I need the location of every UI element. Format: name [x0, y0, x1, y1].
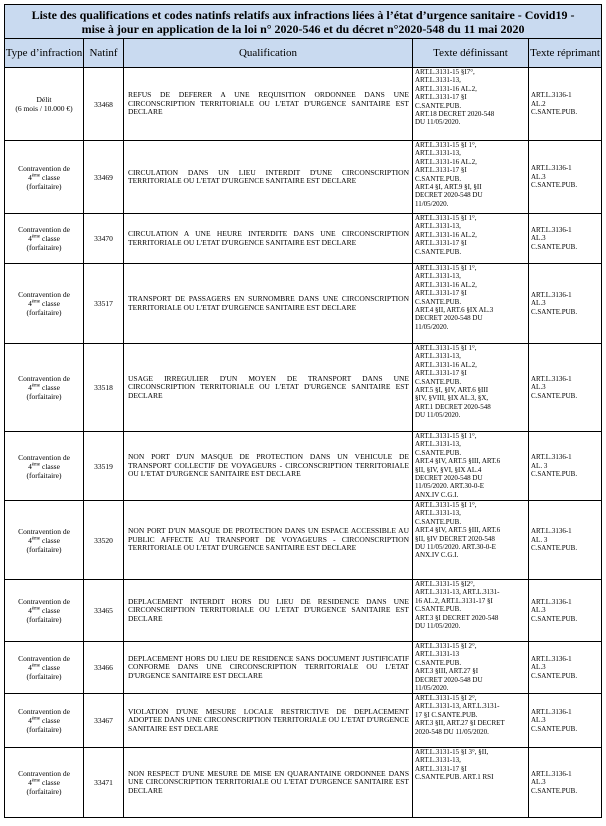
texte-definissant-line: DU 11/05/2020. [415, 411, 461, 420]
texte-reprimant-cell [529, 580, 602, 642]
texte-definissant-line: ART.L.3131-13, [415, 272, 461, 281]
texte-definissant-line: ART.L.3131-15 §I2°, [415, 580, 475, 588]
infraction-type-cell [5, 214, 84, 264]
texte-reprimant-line: C.SANTE.PUB. [531, 391, 578, 400]
texte-definissant-line: ART.L.3131-16 AL.2, [415, 360, 477, 369]
texte-reprimant-line: ART.L.3136-1 [531, 654, 572, 663]
title-line-1: Liste des qualifications et codes natinfs relatifs aux infractions liées à l’état d’urgence sanitaire - Covid19 - [31, 7, 575, 22]
table-row [5, 141, 602, 214]
texte-definissant-line: ART.4 §IV, ART.5 §III, ART.6 [415, 457, 501, 466]
texte-definissant-line: ART.L.3131-15 §I 3°, §II, [415, 748, 489, 756]
texte-reprimant-cell [529, 694, 602, 748]
texte-definissant-line: ART.L.3131-15 §I 1°, [415, 344, 477, 352]
texte-definissant-line: ART.3 §II, ART.27 §I DECRET [415, 719, 505, 728]
texte-reprimant-line: AL.3 [531, 234, 546, 243]
header-row [5, 39, 602, 68]
document-page [4, 4, 601, 822]
infraction-type-line: (forfaitaire) [26, 392, 62, 401]
header-natinf: Natinf [84, 39, 124, 68]
infraction-type-line: 4ème classe [28, 172, 60, 182]
texte-definissant-line: ART.L.3131-15 §I 1°, [415, 501, 477, 509]
title-line-2: mise à jour en application de la loi n° 2020-546 et du décret n°2020-548 du 11 mai 2020 [81, 21, 525, 36]
texte-definissant-line: ART.3 §III, ART.27 §I [415, 667, 479, 676]
texte-definissant-line: C.SANTE.PUB. [415, 101, 462, 110]
qualification-cell: VIOLATION D'UNE MESURE LOCALE RESTRICTIVE DE DEPLACEMENT ADOPTEE DANS UNE CIRCONSCRIPTION TERRITORIALE OU L'ETAT D'URGENCE SANITAIRE EST DECLARE [124, 694, 413, 748]
texte-reprimant-cell [529, 68, 602, 141]
qualification-cell: USAGE IRREGULIER D'UN MOYEN DE TRANSPORT DANS UNE CIRCONSCRIPTION TERRITORIALE OU L'ETAT D'URGENCE SANITAIRE EST DECLARE [124, 344, 413, 432]
header-texte-reprimant: Texte réprimant [529, 39, 602, 68]
texte-definissant-line: DECRET 2020-548 DU [415, 314, 483, 323]
texte-definissant-line: 17 §I C.SANTE.PUB. [415, 710, 478, 719]
qualification-cell: CIRCULATION A UNE HEURE INTERDITE DANS UNE CIRCONSCRIPTION TERRITORIALE OU L'ETAT D'URGENCE SANITAIRE EST DECLARE [124, 214, 413, 264]
infraction-type-cell [5, 344, 84, 432]
texte-definissant-cell [413, 501, 529, 580]
texte-definissant-line: ART.L.3131-17 §I [415, 289, 467, 298]
texte-definissant-line: ART.L.3131-13, [415, 352, 461, 361]
infraction-type-cell [5, 68, 84, 141]
texte-definissant-line: ART.18 DECRET 2020-548 [415, 110, 495, 119]
infraction-type-line: Contravention de [18, 374, 70, 383]
texte-definissant-line: ART.L.3131-13 [415, 650, 460, 659]
texte-definissant-line: ART.1 DECRET 2020-548 [415, 402, 491, 411]
texte-definissant-line: ART.L.3131-15 §I7°, [415, 68, 475, 76]
texte-definissant-line: ART.L.3131-17 §I [415, 93, 467, 102]
texte-definissant-line: ART.4 §II, ART.6 §IX AL.3 [415, 306, 494, 315]
infraction-type-line: Contravention de [18, 163, 70, 173]
texte-reprimant-line: ART.L.3136-1 [531, 225, 572, 234]
texte-reprimant-line: AL. 3 [531, 461, 548, 470]
infraction-type-line: 4ème classe [28, 461, 60, 471]
texte-reprimant-line: C.SANTE.PUB. [531, 544, 578, 553]
texte-definissant-line: ART.L.3131-13, [415, 149, 461, 158]
texte-definissant-line: ART.L.3131-16 AL.2, [415, 157, 477, 166]
texte-reprimant-line: ART.L.3136-1 [531, 374, 572, 383]
texte-definissant-line: 11/05/2020. [415, 684, 449, 693]
texte-definissant-line: ART.4 §IV, ART.5 §III, ART.6 [415, 526, 501, 535]
table-row [5, 694, 602, 748]
natinf-cell: 33465 [84, 580, 124, 642]
table-title [5, 5, 602, 39]
infraction-type-line: (forfaitaire) [26, 308, 62, 317]
texte-definissant-line: ART.L.3131-15 §I 1°, [415, 432, 477, 440]
infraction-type-line: 4ème classe [28, 663, 60, 672]
infraction-type-cell [5, 501, 84, 580]
infraction-type-line: (forfaitaire) [26, 725, 62, 734]
texte-definissant-line: DECRET 2020-548 DU [415, 474, 483, 483]
texte-reprimant-cell [529, 748, 602, 818]
infraction-type-cell [5, 748, 84, 818]
table-row [5, 264, 602, 344]
natinf-cell: 33518 [84, 344, 124, 432]
texte-definissant-line: C.SANTE.PUB. [415, 448, 462, 457]
texte-definissant-line: DECRET 2020-548 DU [415, 675, 483, 684]
infraction-type-line: 4ème classe [28, 716, 60, 725]
infraction-type-cell [5, 580, 84, 642]
texte-definissant-line: 16 AL.2, ART.L.3131-17 §I [415, 596, 493, 605]
texte-reprimant-line: C.SANTE.PUB. [531, 242, 578, 251]
infraction-type-line: Contravention de [18, 290, 70, 299]
infraction-type-line: Contravention de [18, 225, 70, 234]
texte-reprimant-line: C.SANTE.PUB. [531, 470, 578, 479]
header-texte-definissant: Texte définissant [413, 39, 529, 68]
texte-reprimant-line: C.SANTE.PUB. [531, 614, 578, 623]
texte-definissant-cell [413, 580, 529, 642]
texte-reprimant-line: ART.L.3136-1 [531, 597, 572, 606]
natinf-cell: 33517 [84, 264, 124, 344]
texte-definissant-line: ART.L.3131-13, [415, 756, 461, 765]
texte-definissant-cell [413, 432, 529, 501]
texte-definissant-line: ART.L.3131-13, [415, 76, 461, 85]
texte-reprimant-line: C.SANTE.PUB. [531, 181, 578, 190]
table-row [5, 501, 602, 580]
table-row [5, 344, 602, 432]
texte-definissant-cell [413, 68, 529, 141]
texte-definissant-line: C.SANTE.PUB. ART.1 RSI [415, 773, 494, 782]
infraction-type-line: (forfaitaire) [26, 544, 62, 554]
texte-definissant-line: DU 11/05/2020. [415, 118, 461, 127]
texte-definissant-line: ART.L.3131-17 §I [415, 239, 467, 248]
texte-definissant-line: ART.L.3131-13, ART.L.3131- [415, 702, 500, 711]
texte-definissant-cell [413, 264, 529, 344]
texte-reprimant-line: C.SANTE.PUB. [531, 724, 578, 733]
texte-reprimant-cell [529, 432, 602, 501]
texte-definissant-line: ART.L.3131-15 §I 1°, [415, 264, 477, 272]
texte-definissant-cell [413, 748, 529, 818]
texte-definissant-line: C.SANTE.PUB. [415, 247, 462, 256]
infraction-type-line: 4ème classe [28, 606, 60, 615]
texte-definissant-line: ART.4 §I, ART.9 §I, §II [415, 183, 482, 192]
texte-reprimant-line: AL.2 [531, 99, 546, 108]
texte-definissant-line: ART.L.3131-17 §I [415, 166, 467, 175]
infraction-type-line: Contravention de [18, 597, 70, 606]
texte-reprimant-line: C.SANTE.PUB. [531, 108, 578, 117]
texte-definissant-cell [413, 694, 529, 748]
qualification-cell: DEPLACEMENT HORS DU LIEU DE RESIDENCE SANS DOCUMENT JUSTIFICATIF CONFORME DANS UNE CIRCONSCRIPTION TERRITORIALE OU L'ETAT D'URGENCE SANITAIRE EST DECLARE [124, 642, 413, 694]
texte-reprimant-line: AL.3 [531, 383, 546, 392]
texte-definissant-line: C.SANTE.PUB. [415, 517, 462, 526]
texte-definissant-line: ART.L.3131-13, [415, 222, 461, 231]
infraction-type-line: Délit [36, 95, 52, 104]
infraction-type-line: 4ème classe [28, 299, 60, 308]
infraction-type-line: Contravention de [18, 769, 70, 778]
infraction-type-line: Contravention de [18, 452, 70, 462]
texte-definissant-line: ART.L.3131-15 §I 2°, [415, 694, 477, 702]
table-row [5, 748, 602, 818]
qualification-cell: REFUS DE DEFERER A UNE REQUISITION ORDONNEE DANS UNE CIRCONSCRIPTION TERRITORIALE OU L'ETAT D'URGENCE SANITAIRE EST DECLARE [124, 68, 413, 141]
texte-definissant-line: C.SANTE.PUB. [415, 658, 462, 667]
texte-definissant-line: ART.L.3131-15 §I 2°, [415, 642, 477, 650]
texte-reprimant-line: ART.L.3136-1 [531, 290, 572, 299]
infraction-type-line: Contravention de [18, 654, 70, 663]
header-type: Type d’infraction [5, 39, 84, 68]
natinf-cell: 33467 [84, 694, 124, 748]
infraction-type-cell [5, 642, 84, 694]
natinf-cell: 33520 [84, 501, 124, 580]
texte-reprimant-cell [529, 642, 602, 694]
natinf-cell: 33471 [84, 748, 124, 818]
texte-definissant-line: §II, §IV DECRET 2020-548 [415, 534, 495, 543]
texte-definissant-line: C.SANTE.PUB. [415, 297, 462, 306]
table-body [5, 68, 602, 818]
infraction-type-line: 4ème classe [28, 234, 60, 243]
texte-definissant-line: C.SANTE.PUB. [415, 377, 462, 386]
texte-reprimant-line: C.SANTE.PUB. [531, 786, 578, 795]
table-row [5, 68, 602, 141]
infraction-type-line: 4ème classe [28, 778, 60, 787]
texte-definissant-line: DECRET 2020-548 DU [415, 191, 483, 200]
table-row [5, 432, 602, 501]
natinf-cell: 33470 [84, 214, 124, 264]
texte-definissant-line: C.SANTE.PUB. [415, 605, 462, 614]
texte-definissant-line: ART.L.3131-16 AL.2, [415, 280, 477, 289]
texte-reprimant-line: ART.L.3136-1 [531, 527, 572, 536]
texte-reprimant-line: AL.3 [531, 663, 546, 672]
texte-reprimant-line: AL.3 [531, 172, 546, 181]
texte-definissant-line: DU 11/05/2020. ART.30-0-E [415, 543, 496, 552]
header-qualification: Qualification [124, 39, 413, 68]
texte-definissant-line: 11/05/2020. [415, 199, 449, 208]
texte-reprimant-cell [529, 264, 602, 344]
texte-reprimant-line: ART.L.3136-1 [531, 453, 572, 462]
texte-definissant-cell [413, 344, 529, 432]
texte-definissant-line: ART.L.3131-17 §I [415, 369, 467, 378]
texte-definissant-line: ART.L.3131-16 AL.2, [415, 230, 477, 239]
texte-definissant-line: §II, §IV, §VI, §IX AL.4 [415, 465, 482, 474]
texte-reprimant-cell [529, 344, 602, 432]
infraction-type-line: (6 mois / 10.000 €) [15, 104, 73, 113]
natinf-cell: 33468 [84, 68, 124, 141]
infraction-type-line: 4ème classe [28, 383, 60, 392]
table-row [5, 214, 602, 264]
infraction-type-line: (forfaitaire) [26, 470, 62, 480]
infraction-type-cell [5, 694, 84, 748]
infraction-type-line: (forfaitaire) [26, 672, 62, 681]
texte-definissant-line: ART.L.3131-15 §I 1°, [415, 141, 477, 149]
texte-definissant-line: DU 11/05/2020. [415, 622, 461, 631]
texte-reprimant-line: AL.3 [531, 299, 546, 308]
natinf-cell: 33469 [84, 141, 124, 214]
qualification-cell: DEPLACEMENT INTERDIT HORS DU LIEU DE RESIDENCE DANS UNE CIRCONSCRIPTION TERRITORIALE OU L'ETAT D'URGENCE SANITAIRE EST DECLARE [124, 580, 413, 642]
texte-definissant-line: ART.L.3131-13, [415, 440, 461, 449]
texte-reprimant-line: ART.L.3136-1 [531, 707, 572, 716]
texte-definissant-line: ART.L.3131-17 §I [415, 764, 467, 773]
texte-reprimant-line: AL. 3 [531, 535, 548, 544]
texte-definissant-line: ART.L.3131-15 §I 1°, [415, 214, 477, 222]
texte-definissant-line: §IV, §VIII, §IX AL.3, §X, [415, 394, 489, 403]
texte-definissant-line: ANX.IV C.G.I. [415, 490, 459, 499]
qualification-cell: CIRCULATION DANS UN LIEU INTERDIT D'UNE CIRCONSCRIPTION TERRITORIALE OU L'ETAT D'URGENCE SANITAIRE EST DECLARE [124, 141, 413, 214]
texte-definissant-cell [413, 141, 529, 214]
infraction-type-cell [5, 432, 84, 501]
infraction-type-line: (forfaitaire) [26, 787, 62, 796]
texte-reprimant-line: ART.L.3136-1 [531, 769, 572, 778]
texte-reprimant-line: ART.L.3136-1 [531, 91, 572, 100]
texte-definissant-line: ART.L.3131-16 AL.2, [415, 84, 477, 93]
texte-definissant-line: ART.5 §I, §IV, ART.6 §III [415, 386, 489, 395]
texte-definissant-cell [413, 214, 529, 264]
infraction-type-line: Contravention de [18, 526, 70, 536]
texte-definissant-line: ANX.IV C.G.I. [415, 551, 459, 560]
infraction-type-line: 4ème classe [28, 535, 60, 545]
qualification-cell: NON RESPECT D'UNE MESURE DE MISE EN QUARANTAINE ORDONNEE DANS UNE CIRCONSCRIPTION TERRITORIALE OU L'ETAT D'URGENCE SANITAIRE EST DECLARE [124, 748, 413, 818]
texte-definissant-line: ART.L.3131-13, [415, 509, 461, 518]
infraction-type-cell [5, 141, 84, 214]
natinf-cell: 33466 [84, 642, 124, 694]
texte-reprimant-cell [529, 214, 602, 264]
infraction-type-cell [5, 264, 84, 344]
table-row [5, 642, 602, 694]
texte-definissant-line: 2020-548 DU 11/05/2020. [415, 727, 489, 736]
infraction-type-line: (forfaitaire) [26, 615, 62, 624]
texte-reprimant-cell [529, 501, 602, 580]
texte-reprimant-line: ART.L.3136-1 [531, 164, 572, 173]
texte-definissant-line: ART.3 §I DECRET 2020-548 [415, 613, 499, 622]
qualification-cell: TRANSPORT DE PASSAGERS EN SURNOMBRE DANS UNE CIRCONSCRIPTION TERRITORIALE OU L'ETAT D'URGENCE SANITAIRE EST DECLARE [124, 264, 413, 344]
texte-reprimant-line: AL.3 [531, 606, 546, 615]
texte-reprimant-line: AL.3 [531, 778, 546, 787]
natinf-cell: 33519 [84, 432, 124, 501]
infractions-table [4, 4, 602, 818]
infraction-type-line: Contravention de [18, 707, 70, 716]
table-row [5, 580, 602, 642]
texte-reprimant-cell [529, 141, 602, 214]
texte-reprimant-line: C.SANTE.PUB. [531, 307, 578, 316]
infraction-type-line: (forfaitaire) [26, 243, 62, 252]
texte-definissant-line: C.SANTE.PUB. [415, 174, 462, 183]
texte-definissant-line: ART.L.3131-13, ART.L.3131- [415, 588, 500, 597]
qualification-cell: NON PORT D'UN MASQUE DE PROTECTION DANS UN VEHICULE DE TRANSPORT COLLECTIF DE VOYAGEURS - CIRCONSCRIPTION TERRITORIALE OU L'ETAT D'URGENCE SANITAIRE EST DECLARE [124, 432, 413, 501]
texte-definissant-cell [413, 642, 529, 694]
texte-definissant-line: 11/05/2020. [415, 322, 449, 331]
infraction-type-line: (forfaitaire) [26, 181, 62, 191]
texte-reprimant-line: C.SANTE.PUB. [531, 671, 578, 680]
texte-definissant-line: 11/05/2020. ART.30-0-E [415, 482, 484, 491]
texte-reprimant-line: AL.3 [531, 716, 546, 725]
qualification-cell: NON PORT D'UN MASQUE DE PROTECTION DANS UN ESPACE ACCESSIBLE AU PUBLIC AFFECTE AU TRANSPORT DE VOYAGEURS - CIRCONSCRIPTION TERRITORIALE OU L'ETAT D'URGENCE SANITAIRE EST DECLARE [124, 501, 413, 580]
